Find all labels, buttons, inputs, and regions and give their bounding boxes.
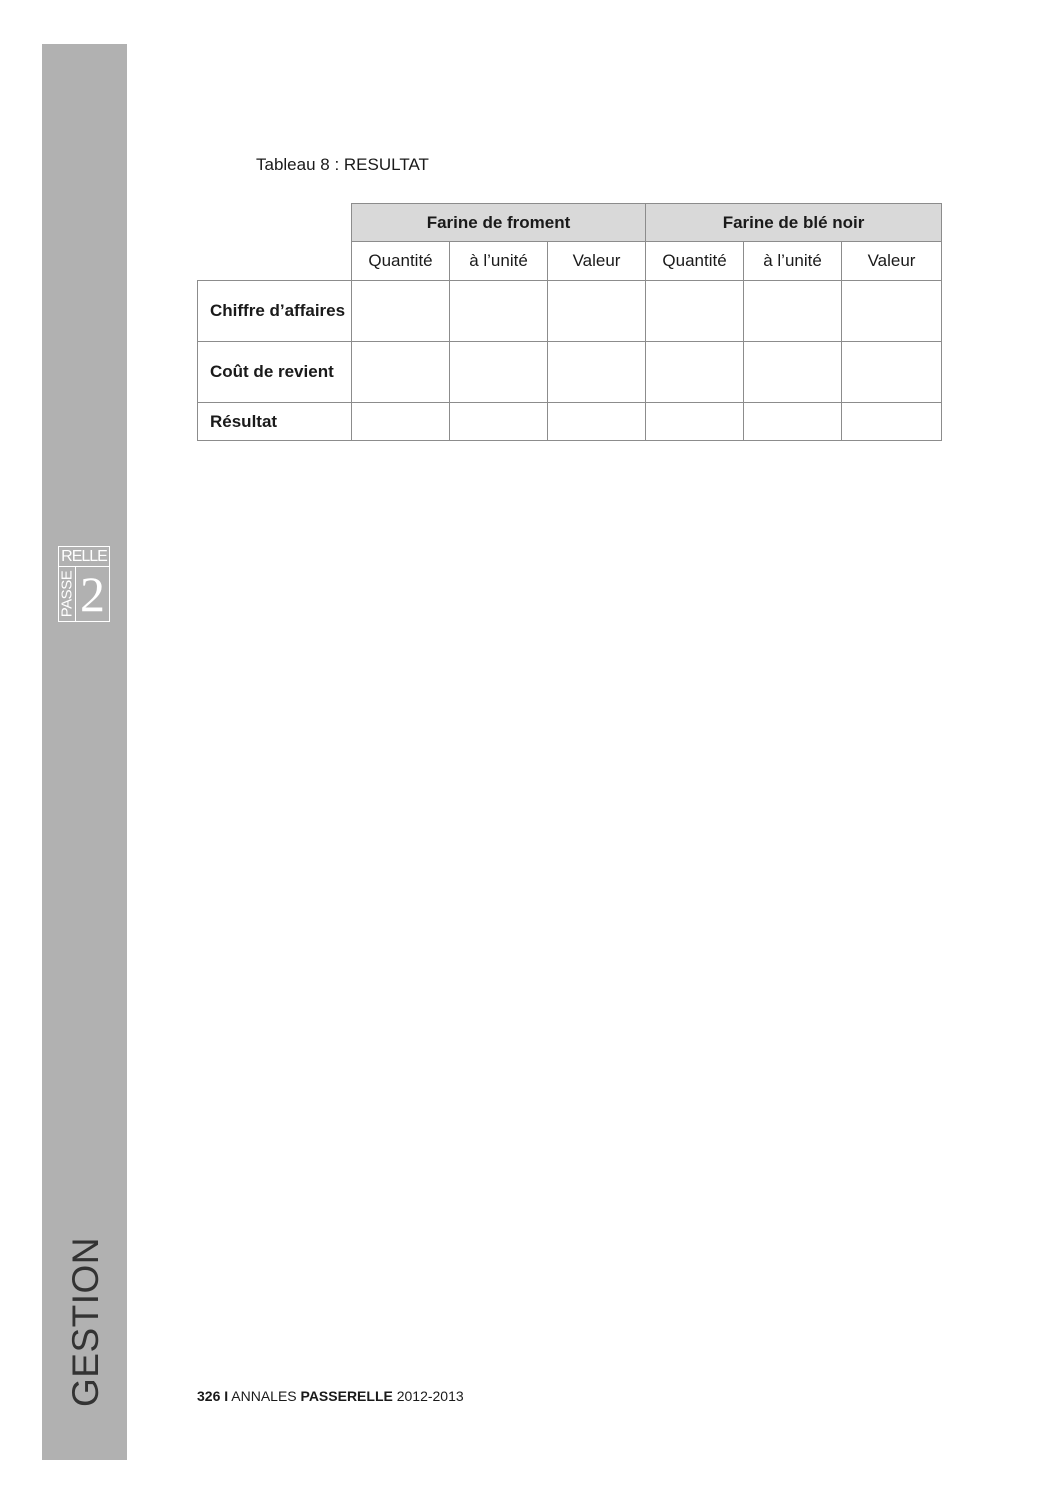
table-row (198, 342, 942, 403)
row-label-resultat: Résultat (198, 403, 352, 441)
page-number: 326 (197, 1388, 221, 1404)
table-cell (744, 281, 842, 342)
table-cell (646, 281, 744, 342)
table-row (198, 403, 942, 441)
table-cell (352, 403, 450, 441)
table-cell (744, 403, 842, 441)
table-cell (842, 281, 942, 342)
row-label-cout-revient: Coût de revient (198, 342, 352, 403)
group-header-ble-noir: Farine de blé noir (646, 204, 942, 242)
row-label-chiffre-affaires: Chiffre d’affaires (198, 281, 352, 342)
logo-side-text: PASSE (58, 570, 76, 618)
corner-cell (198, 204, 352, 281)
group-header-row (198, 204, 942, 242)
sub-header-quantite: Quantité (352, 242, 450, 281)
table-row (198, 281, 942, 342)
sub-header-unite: à l’unité (450, 242, 548, 281)
table-cell (646, 342, 744, 403)
sub-header-unite: à l’unité (744, 242, 842, 281)
table-cell (352, 342, 450, 403)
section-label: GESTION (65, 1236, 106, 1408)
table-cell (450, 342, 548, 403)
table-cell (548, 281, 646, 342)
page-footer (197, 1388, 464, 1404)
footer-brand: PASSERELLE (300, 1388, 393, 1404)
logo-number: 2 (80, 566, 105, 622)
table-cell (842, 342, 942, 403)
table-cell (744, 342, 842, 403)
table-cell (548, 403, 646, 441)
passerelle-2-logo (58, 546, 110, 622)
table-cell (450, 403, 548, 441)
footer-years: 2012-2013 (396, 1388, 464, 1404)
group-header-froment: Farine de froment (352, 204, 646, 242)
table-cell (842, 403, 942, 441)
sub-header-quantite: Quantité (646, 242, 744, 281)
table-caption: Tableau 8 : RESULTAT (256, 155, 429, 174)
table-cell (450, 281, 548, 342)
logo-top-text: RELLE (59, 547, 109, 567)
table-cell (352, 281, 450, 342)
sub-header-valeur: Valeur (842, 242, 942, 281)
result-table (197, 203, 942, 441)
sub-header-valeur: Valeur (548, 242, 646, 281)
logo-side-box (59, 567, 76, 621)
footer-separator: I (224, 1388, 229, 1404)
footer-series: ANNALES (231, 1388, 297, 1404)
table-cell (646, 403, 744, 441)
table-cell (548, 342, 646, 403)
